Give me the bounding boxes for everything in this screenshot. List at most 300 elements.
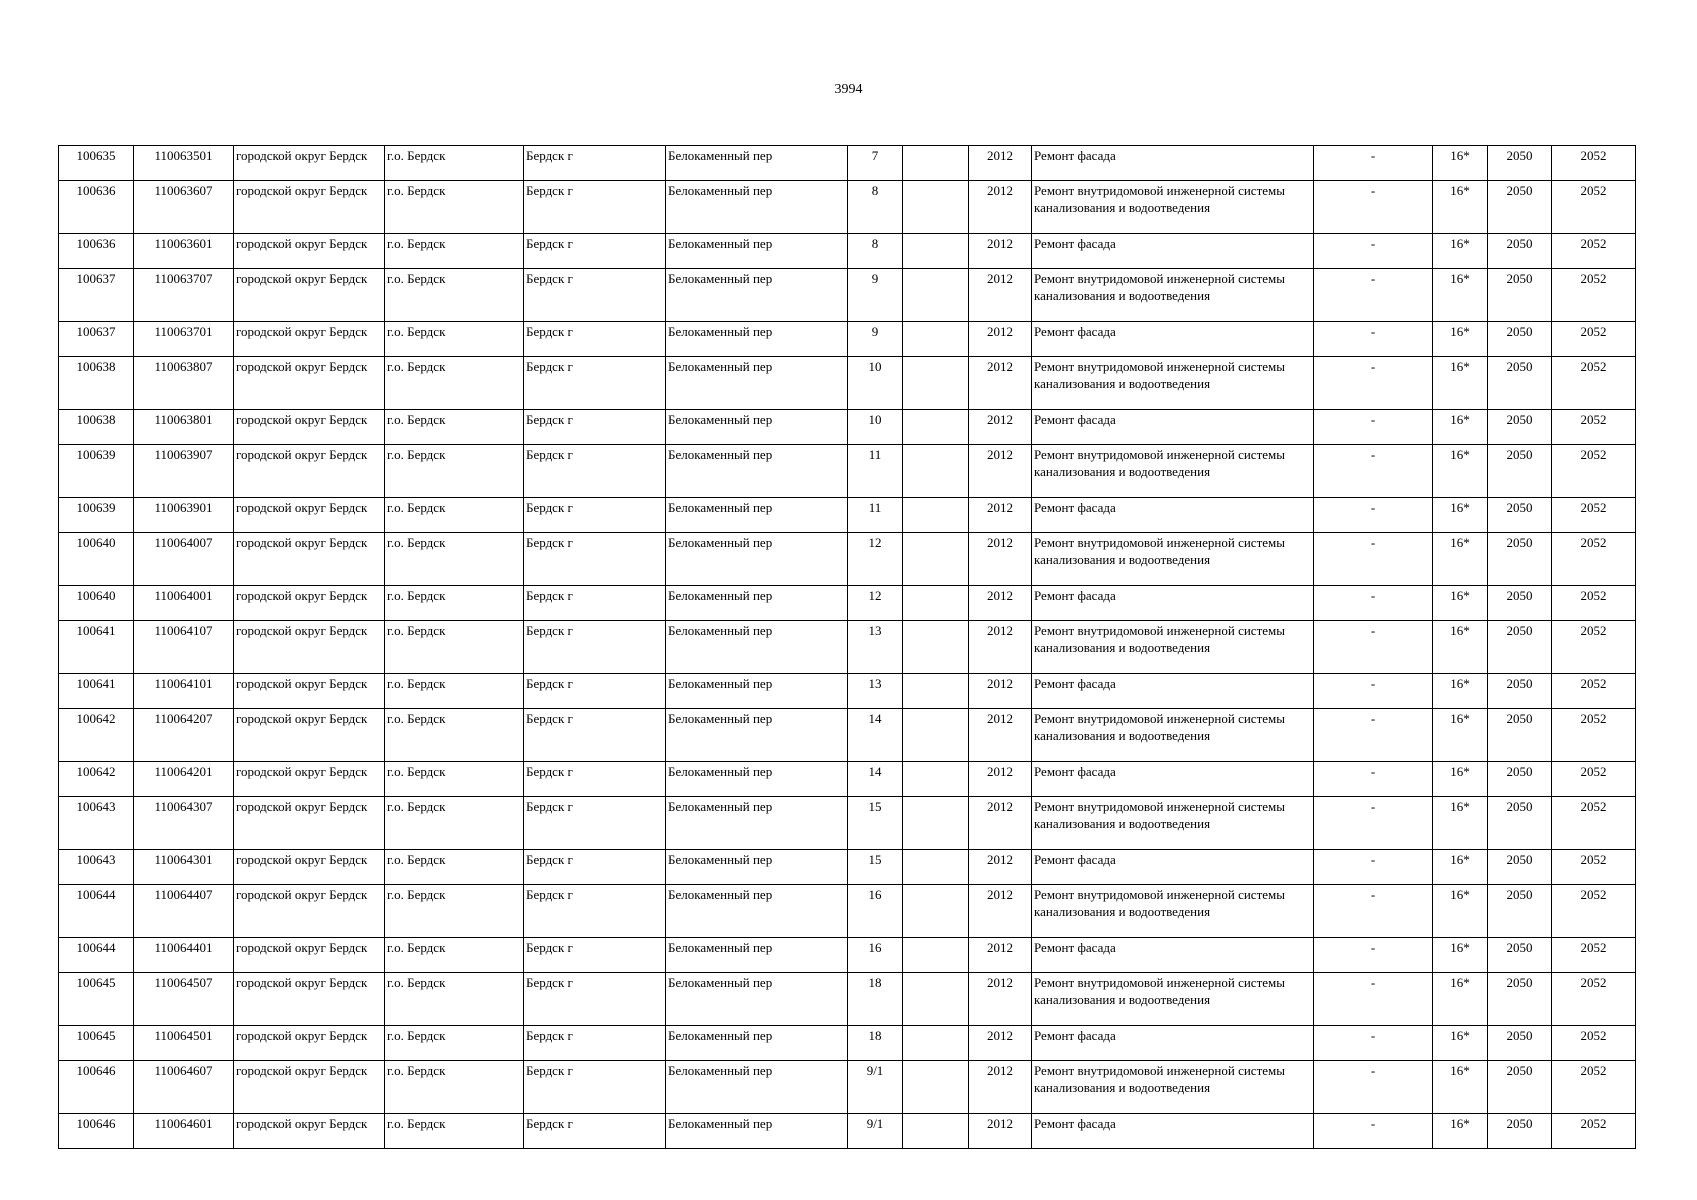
cell-end-year: 2052 <box>1552 850 1636 885</box>
cell-building <box>903 885 969 938</box>
cell-building <box>903 709 969 762</box>
cell-dash: - <box>1314 674 1433 709</box>
cell-year: 2012 <box>969 1061 1032 1114</box>
cell-id: 100643 <box>59 797 134 850</box>
cell-municipality: г.о. Бердск <box>385 709 524 762</box>
cell-street: Белокаменный пер <box>666 797 848 850</box>
cell-start-year: 2050 <box>1488 498 1552 533</box>
cell-end-year: 2052 <box>1552 1114 1636 1149</box>
cell-work: Ремонт внутридомовой инженерной системы канализования и водоотведения <box>1032 181 1314 234</box>
cell-id: 100644 <box>59 885 134 938</box>
cell-period: 16* <box>1433 322 1488 357</box>
cell-street: Белокаменный пер <box>666 533 848 586</box>
cell-house: 12 <box>848 586 903 621</box>
cell-house: 10 <box>848 410 903 445</box>
cell-locality: Бердск г <box>524 410 666 445</box>
cell-locality: Бердск г <box>524 709 666 762</box>
cell-municipality: г.о. Бердск <box>385 234 524 269</box>
cell-id: 100642 <box>59 709 134 762</box>
cell-building <box>903 850 969 885</box>
cell-year: 2012 <box>969 709 1032 762</box>
cell-period: 16* <box>1433 181 1488 234</box>
cell-house: 18 <box>848 973 903 1026</box>
table-row <box>59 357 1636 410</box>
cell-house: 9/1 <box>848 1061 903 1114</box>
cell-street: Белокаменный пер <box>666 269 848 322</box>
cell-building <box>903 762 969 797</box>
cell-district: городской округ Бердск <box>234 269 385 322</box>
cell-work: Ремонт фасада <box>1032 146 1314 181</box>
cell-street: Белокаменный пер <box>666 621 848 674</box>
cell-street: Белокаменный пер <box>666 234 848 269</box>
cell-house: 8 <box>848 181 903 234</box>
cell-building <box>903 410 969 445</box>
cell-locality: Бердск г <box>524 586 666 621</box>
cell-district: городской округ Бердск <box>234 1061 385 1114</box>
table-row <box>59 709 1636 762</box>
cell-period: 16* <box>1433 1026 1488 1061</box>
cell-code: 110064407 <box>134 885 234 938</box>
cell-locality: Бердск г <box>524 1026 666 1061</box>
cell-period: 16* <box>1433 674 1488 709</box>
cell-locality: Бердск г <box>524 850 666 885</box>
cell-end-year: 2052 <box>1552 234 1636 269</box>
cell-building <box>903 533 969 586</box>
cell-code: 110064207 <box>134 709 234 762</box>
cell-building <box>903 445 969 498</box>
cell-start-year: 2050 <box>1488 709 1552 762</box>
cell-house: 11 <box>848 498 903 533</box>
cell-street: Белокаменный пер <box>666 1026 848 1061</box>
cell-start-year: 2050 <box>1488 322 1552 357</box>
cell-building <box>903 146 969 181</box>
cell-work: Ремонт внутридомовой инженерной системы канализования и водоотведения <box>1032 445 1314 498</box>
cell-end-year: 2052 <box>1552 621 1636 674</box>
cell-house: 8 <box>848 234 903 269</box>
registry-table <box>58 145 1636 1149</box>
cell-end-year: 2052 <box>1552 357 1636 410</box>
cell-id: 100640 <box>59 586 134 621</box>
cell-building <box>903 1026 969 1061</box>
cell-dash: - <box>1314 181 1433 234</box>
cell-period: 16* <box>1433 850 1488 885</box>
table-row <box>59 674 1636 709</box>
cell-year: 2012 <box>969 322 1032 357</box>
cell-code: 110063801 <box>134 410 234 445</box>
cell-building <box>903 234 969 269</box>
cell-municipality: г.о. Бердск <box>385 850 524 885</box>
cell-district: городской округ Бердск <box>234 797 385 850</box>
cell-year: 2012 <box>969 973 1032 1026</box>
cell-house: 7 <box>848 146 903 181</box>
cell-dash: - <box>1314 445 1433 498</box>
cell-building <box>903 357 969 410</box>
cell-year: 2012 <box>969 181 1032 234</box>
cell-year: 2012 <box>969 269 1032 322</box>
cell-start-year: 2050 <box>1488 885 1552 938</box>
cell-street: Белокаменный пер <box>666 357 848 410</box>
cell-code: 110064107 <box>134 621 234 674</box>
cell-work: Ремонт фасада <box>1032 938 1314 973</box>
cell-building <box>903 797 969 850</box>
cell-year: 2012 <box>969 674 1032 709</box>
cell-period: 16* <box>1433 269 1488 322</box>
cell-work: Ремонт внутридомовой инженерной системы канализования и водоотведения <box>1032 533 1314 586</box>
cell-municipality: г.о. Бердск <box>385 621 524 674</box>
cell-street: Белокаменный пер <box>666 938 848 973</box>
cell-year: 2012 <box>969 146 1032 181</box>
cell-code: 110063707 <box>134 269 234 322</box>
cell-building <box>903 973 969 1026</box>
cell-period: 16* <box>1433 797 1488 850</box>
cell-end-year: 2052 <box>1552 586 1636 621</box>
cell-dash: - <box>1314 586 1433 621</box>
cell-year: 2012 <box>969 498 1032 533</box>
table-row <box>59 586 1636 621</box>
table-body <box>59 146 1636 1149</box>
cell-id: 100640 <box>59 533 134 586</box>
cell-year: 2012 <box>969 533 1032 586</box>
cell-id: 100636 <box>59 234 134 269</box>
cell-dash: - <box>1314 322 1433 357</box>
cell-end-year: 2052 <box>1552 322 1636 357</box>
table-row <box>59 533 1636 586</box>
cell-district: городской округ Бердск <box>234 850 385 885</box>
cell-code: 110064201 <box>134 762 234 797</box>
cell-building <box>903 181 969 234</box>
cell-start-year: 2050 <box>1488 674 1552 709</box>
cell-street: Белокаменный пер <box>666 674 848 709</box>
cell-year: 2012 <box>969 850 1032 885</box>
cell-district: городской округ Бердск <box>234 410 385 445</box>
cell-period: 16* <box>1433 709 1488 762</box>
cell-year: 2012 <box>969 1114 1032 1149</box>
cell-building <box>903 621 969 674</box>
cell-period: 16* <box>1433 234 1488 269</box>
cell-code: 110064601 <box>134 1114 234 1149</box>
table-row <box>59 797 1636 850</box>
cell-end-year: 2052 <box>1552 181 1636 234</box>
cell-period: 16* <box>1433 533 1488 586</box>
cell-period: 16* <box>1433 1114 1488 1149</box>
table-row <box>59 1061 1636 1114</box>
cell-municipality: г.о. Бердск <box>385 357 524 410</box>
cell-period: 16* <box>1433 885 1488 938</box>
cell-locality: Бердск г <box>524 674 666 709</box>
cell-work: Ремонт внутридомовой инженерной системы канализования и водоотведения <box>1032 1061 1314 1114</box>
cell-id: 100646 <box>59 1114 134 1149</box>
cell-municipality: г.о. Бердск <box>385 885 524 938</box>
cell-building <box>903 1114 969 1149</box>
cell-house: 16 <box>848 938 903 973</box>
cell-street: Белокаменный пер <box>666 1061 848 1114</box>
table-row <box>59 1026 1636 1061</box>
cell-code: 110063601 <box>134 234 234 269</box>
cell-locality: Бердск г <box>524 533 666 586</box>
cell-district: городской округ Бердск <box>234 885 385 938</box>
cell-house: 14 <box>848 762 903 797</box>
cell-code: 110064301 <box>134 850 234 885</box>
cell-locality: Бердск г <box>524 234 666 269</box>
cell-dash: - <box>1314 1026 1433 1061</box>
cell-locality: Бердск г <box>524 973 666 1026</box>
cell-street: Белокаменный пер <box>666 850 848 885</box>
cell-locality: Бердск г <box>524 885 666 938</box>
cell-dash: - <box>1314 797 1433 850</box>
table-row <box>59 973 1636 1026</box>
cell-code: 110063907 <box>134 445 234 498</box>
cell-work: Ремонт внутридомовой инженерной системы канализования и водоотведения <box>1032 621 1314 674</box>
table-row <box>59 410 1636 445</box>
cell-building <box>903 269 969 322</box>
cell-id: 100645 <box>59 1026 134 1061</box>
cell-house: 12 <box>848 533 903 586</box>
cell-start-year: 2050 <box>1488 533 1552 586</box>
table-row <box>59 938 1636 973</box>
cell-end-year: 2052 <box>1552 762 1636 797</box>
cell-municipality: г.о. Бердск <box>385 146 524 181</box>
cell-year: 2012 <box>969 885 1032 938</box>
cell-year: 2012 <box>969 410 1032 445</box>
cell-house: 18 <box>848 1026 903 1061</box>
cell-work: Ремонт фасада <box>1032 1114 1314 1149</box>
table-row <box>59 498 1636 533</box>
cell-dash: - <box>1314 533 1433 586</box>
cell-municipality: г.о. Бердск <box>385 762 524 797</box>
cell-end-year: 2052 <box>1552 938 1636 973</box>
cell-street: Белокаменный пер <box>666 410 848 445</box>
cell-work: Ремонт внутридомовой инженерной системы канализования и водоотведения <box>1032 885 1314 938</box>
cell-house: 14 <box>848 709 903 762</box>
cell-street: Белокаменный пер <box>666 181 848 234</box>
cell-house: 15 <box>848 797 903 850</box>
cell-house: 10 <box>848 357 903 410</box>
cell-municipality: г.о. Бердск <box>385 1114 524 1149</box>
cell-district: городской округ Бердск <box>234 1114 385 1149</box>
cell-id: 100638 <box>59 410 134 445</box>
cell-id: 100635 <box>59 146 134 181</box>
cell-street: Белокаменный пер <box>666 586 848 621</box>
table-row <box>59 850 1636 885</box>
cell-code: 110063501 <box>134 146 234 181</box>
cell-dash: - <box>1314 269 1433 322</box>
cell-building <box>903 498 969 533</box>
cell-code: 110064401 <box>134 938 234 973</box>
cell-building <box>903 586 969 621</box>
cell-street: Белокаменный пер <box>666 1114 848 1149</box>
cell-start-year: 2050 <box>1488 181 1552 234</box>
cell-district: городской округ Бердск <box>234 938 385 973</box>
cell-dash: - <box>1314 410 1433 445</box>
cell-building <box>903 674 969 709</box>
cell-district: городской округ Бердск <box>234 621 385 674</box>
cell-street: Белокаменный пер <box>666 498 848 533</box>
cell-municipality: г.о. Бердск <box>385 586 524 621</box>
cell-building <box>903 322 969 357</box>
cell-period: 16* <box>1433 498 1488 533</box>
cell-municipality: г.о. Бердск <box>385 1061 524 1114</box>
cell-dash: - <box>1314 850 1433 885</box>
cell-start-year: 2050 <box>1488 1114 1552 1149</box>
table-row <box>59 322 1636 357</box>
cell-year: 2012 <box>969 797 1032 850</box>
cell-dash: - <box>1314 146 1433 181</box>
cell-dash: - <box>1314 973 1433 1026</box>
cell-start-year: 2050 <box>1488 762 1552 797</box>
cell-year: 2012 <box>969 445 1032 498</box>
cell-municipality: г.о. Бердск <box>385 797 524 850</box>
cell-year: 2012 <box>969 938 1032 973</box>
cell-work: Ремонт фасада <box>1032 1026 1314 1061</box>
cell-house: 9 <box>848 269 903 322</box>
cell-start-year: 2050 <box>1488 146 1552 181</box>
table-row <box>59 181 1636 234</box>
cell-end-year: 2052 <box>1552 1026 1636 1061</box>
cell-code: 110063901 <box>134 498 234 533</box>
cell-street: Белокаменный пер <box>666 322 848 357</box>
cell-start-year: 2050 <box>1488 410 1552 445</box>
table-row <box>59 146 1636 181</box>
table-row <box>59 762 1636 797</box>
cell-year: 2012 <box>969 586 1032 621</box>
cell-period: 16* <box>1433 621 1488 674</box>
cell-start-year: 2050 <box>1488 850 1552 885</box>
cell-locality: Бердск г <box>524 146 666 181</box>
cell-house: 15 <box>848 850 903 885</box>
cell-period: 16* <box>1433 762 1488 797</box>
cell-municipality: г.о. Бердск <box>385 533 524 586</box>
cell-dash: - <box>1314 1061 1433 1114</box>
cell-period: 16* <box>1433 357 1488 410</box>
cell-locality: Бердск г <box>524 797 666 850</box>
cell-code: 110064501 <box>134 1026 234 1061</box>
cell-house: 13 <box>848 674 903 709</box>
cell-district: городской округ Бердск <box>234 1026 385 1061</box>
table-row <box>59 234 1636 269</box>
cell-id: 100637 <box>59 269 134 322</box>
cell-dash: - <box>1314 762 1433 797</box>
cell-district: городской округ Бердск <box>234 322 385 357</box>
cell-period: 16* <box>1433 410 1488 445</box>
cell-work: Ремонт внутридомовой инженерной системы канализования и водоотведения <box>1032 269 1314 322</box>
cell-building <box>903 938 969 973</box>
cell-work: Ремонт внутридомовой инженерной системы канализования и водоотведения <box>1032 973 1314 1026</box>
cell-dash: - <box>1314 234 1433 269</box>
cell-locality: Бердск г <box>524 322 666 357</box>
cell-municipality: г.о. Бердск <box>385 269 524 322</box>
cell-code: 110064007 <box>134 533 234 586</box>
cell-dash: - <box>1314 498 1433 533</box>
cell-locality: Бердск г <box>524 181 666 234</box>
table-row <box>59 885 1636 938</box>
cell-id: 100637 <box>59 322 134 357</box>
cell-street: Белокаменный пер <box>666 885 848 938</box>
cell-id: 100636 <box>59 181 134 234</box>
cell-start-year: 2050 <box>1488 234 1552 269</box>
cell-start-year: 2050 <box>1488 1061 1552 1114</box>
cell-locality: Бердск г <box>524 357 666 410</box>
cell-id: 100643 <box>59 850 134 885</box>
cell-year: 2012 <box>969 357 1032 410</box>
cell-dash: - <box>1314 621 1433 674</box>
cell-street: Белокаменный пер <box>666 762 848 797</box>
cell-district: городской округ Бердск <box>234 234 385 269</box>
cell-id: 100641 <box>59 621 134 674</box>
cell-municipality: г.о. Бердск <box>385 410 524 445</box>
cell-street: Белокаменный пер <box>666 445 848 498</box>
cell-district: городской округ Бердск <box>234 498 385 533</box>
cell-period: 16* <box>1433 586 1488 621</box>
cell-start-year: 2050 <box>1488 357 1552 410</box>
cell-start-year: 2050 <box>1488 797 1552 850</box>
cell-id: 100642 <box>59 762 134 797</box>
cell-period: 16* <box>1433 146 1488 181</box>
cell-code: 110064307 <box>134 797 234 850</box>
cell-end-year: 2052 <box>1552 797 1636 850</box>
cell-period: 16* <box>1433 938 1488 973</box>
cell-municipality: г.о. Бердск <box>385 674 524 709</box>
cell-end-year: 2052 <box>1552 674 1636 709</box>
cell-district: городской округ Бердск <box>234 181 385 234</box>
cell-district: городской округ Бердск <box>234 357 385 410</box>
cell-municipality: г.о. Бердск <box>385 445 524 498</box>
cell-year: 2012 <box>969 762 1032 797</box>
cell-end-year: 2052 <box>1552 146 1636 181</box>
cell-municipality: г.о. Бердск <box>385 322 524 357</box>
cell-locality: Бердск г <box>524 269 666 322</box>
cell-work: Ремонт фасада <box>1032 498 1314 533</box>
cell-id: 100638 <box>59 357 134 410</box>
cell-house: 13 <box>848 621 903 674</box>
cell-id: 100639 <box>59 445 134 498</box>
cell-start-year: 2050 <box>1488 586 1552 621</box>
cell-period: 16* <box>1433 973 1488 1026</box>
cell-end-year: 2052 <box>1552 709 1636 762</box>
cell-locality: Бердск г <box>524 938 666 973</box>
cell-work: Ремонт фасада <box>1032 322 1314 357</box>
cell-locality: Бердск г <box>524 1114 666 1149</box>
cell-street: Белокаменный пер <box>666 973 848 1026</box>
cell-house: 16 <box>848 885 903 938</box>
cell-locality: Бердск г <box>524 621 666 674</box>
cell-municipality: г.о. Бердск <box>385 938 524 973</box>
cell-code: 110064507 <box>134 973 234 1026</box>
cell-end-year: 2052 <box>1552 1061 1636 1114</box>
cell-locality: Бердск г <box>524 762 666 797</box>
cell-start-year: 2050 <box>1488 973 1552 1026</box>
cell-start-year: 2050 <box>1488 445 1552 498</box>
cell-end-year: 2052 <box>1552 973 1636 1026</box>
table-row <box>59 269 1636 322</box>
cell-street: Белокаменный пер <box>666 146 848 181</box>
cell-dash: - <box>1314 357 1433 410</box>
cell-dash: - <box>1314 1114 1433 1149</box>
cell-district: городской округ Бердск <box>234 973 385 1026</box>
cell-municipality: г.о. Бердск <box>385 1026 524 1061</box>
cell-municipality: г.о. Бердск <box>385 498 524 533</box>
cell-code: 110064001 <box>134 586 234 621</box>
table-row <box>59 1114 1636 1149</box>
cell-period: 16* <box>1433 1061 1488 1114</box>
cell-start-year: 2050 <box>1488 269 1552 322</box>
cell-house: 9/1 <box>848 1114 903 1149</box>
cell-district: городской округ Бердск <box>234 146 385 181</box>
cell-id: 100644 <box>59 938 134 973</box>
cell-code: 110063701 <box>134 322 234 357</box>
cell-end-year: 2052 <box>1552 410 1636 445</box>
cell-locality: Бердск г <box>524 498 666 533</box>
cell-code: 110064607 <box>134 1061 234 1114</box>
